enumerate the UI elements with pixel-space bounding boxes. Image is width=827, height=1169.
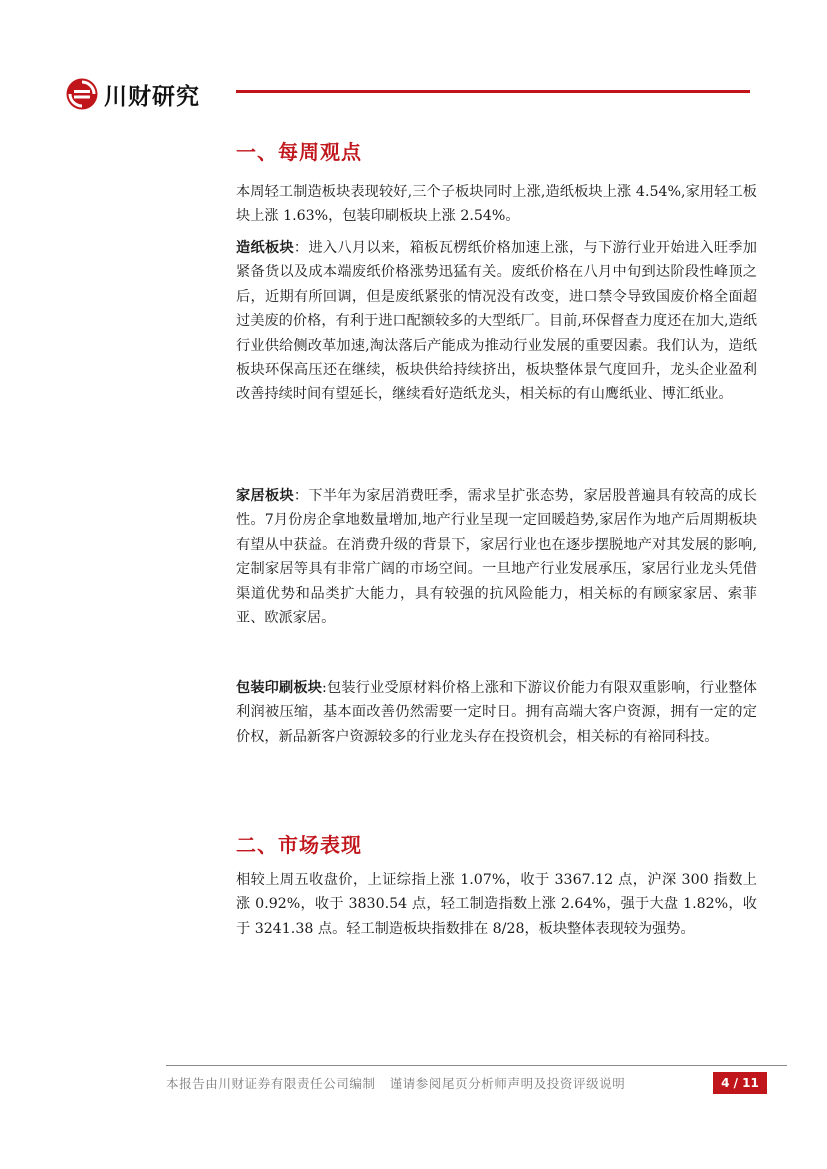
section-title-market-performance: 二、市场表现	[236, 833, 362, 857]
packaging-sector-label: 包装印刷板块	[236, 680, 323, 696]
intro-paragraph: 本周轻工制造板块表现较好,三个子板块同时上涨,造纸板块上涨 4.54%,家用轻工板块上涨 1.63%，包装印刷板块上涨 2.54%。	[236, 184, 757, 225]
chuancai-logo-icon	[66, 78, 98, 110]
logo-text: 川财研究	[104, 83, 200, 110]
footer-left-text: 本报告由川财证券有限责任公司编制	[166, 1076, 376, 1091]
paper-sector-label: 造纸板块	[236, 240, 294, 256]
footer-rule	[166, 1065, 787, 1066]
packaging-sector-paragraph	[236, 676, 757, 749]
header-rule	[236, 90, 750, 93]
paper-sector-paragraph	[236, 236, 757, 407]
page-number-badge: 4 / 11	[713, 1072, 767, 1094]
home-sector-text: ：下半年为家居消费旺季，需求呈扩张态势，家居股普遍具有较高的成长性。7月份房企拿地数量增加,地产行业呈现一定回暖趋势,家居作为地产后周期板块有望从中获益。在消费升级的背景下，家居行业也在逐步摆脱地产对其发展的影响,定制家居等具有非常广阔的市场空间。一旦地产行业发展承压，家居行业龙头凭借渠道优势和品类扩大能力，具有较强的抗风险能力，相关标的有顾家家居、索菲亚、欧派家居。	[236, 488, 757, 627]
footer-right-text: 谨请参阅尾页分析师声明及投资评级说明	[389, 1076, 626, 1091]
brand-logo	[66, 77, 200, 111]
home-sector-paragraph	[236, 484, 757, 630]
paper-sector-text: ：进入八月以来，箱板瓦楞纸价格加速上涨，与下游行业开始进入旺季加紧备货以及成本端废纸价格涨势迅猛有关。废纸价格在八月中旬到达阶段性峰顶之后，近期有所回调，但是废纸紧张的情况没有改变，进口禁令导致国废价格全面超过美废的价格，有利于进口配额较多的大型纸厂。目前,环保督查力度还在加大,造纸行业供给侧改革加速,淘汰落后产能成为推动行业发展的重要因素。我们认为，造纸板块环保高压还在继续，板块供给持续挤出，板块整体景气度回升，龙头企业盈利改善持续时间有望延长，继续看好造纸龙头，相关标的有山鹰纸业、博汇纸业。	[236, 240, 757, 403]
footer-disclaimer	[166, 1074, 625, 1092]
packaging-sector-text: :包装行业受原材料价格上涨和下游议价能力有限双重影响，行业整体利润被压缩，基本面改善仍然需要一定时日。拥有高端大客户资源，拥有一定的定价权，新品新客户资源较多的行业龙头存在投资机会，相关标的有裕同科技。	[236, 680, 757, 745]
home-sector-label: 家居板块	[236, 488, 294, 504]
market-performance-paragraph: 相较上周五收盘价，上证综指上涨 1.07%，收于 3367.12 点，沪深 300 指数上涨 0.92%，收于 3830.54 点，轻工制造指数上涨 2.64%，强于大盘 1.82%，收于 3241.38 点。轻工制造板块指数排在 8/28，板块整体表现较为强势。	[236, 872, 757, 937]
section-title-weekly-view: 一、每周观点	[236, 140, 362, 164]
